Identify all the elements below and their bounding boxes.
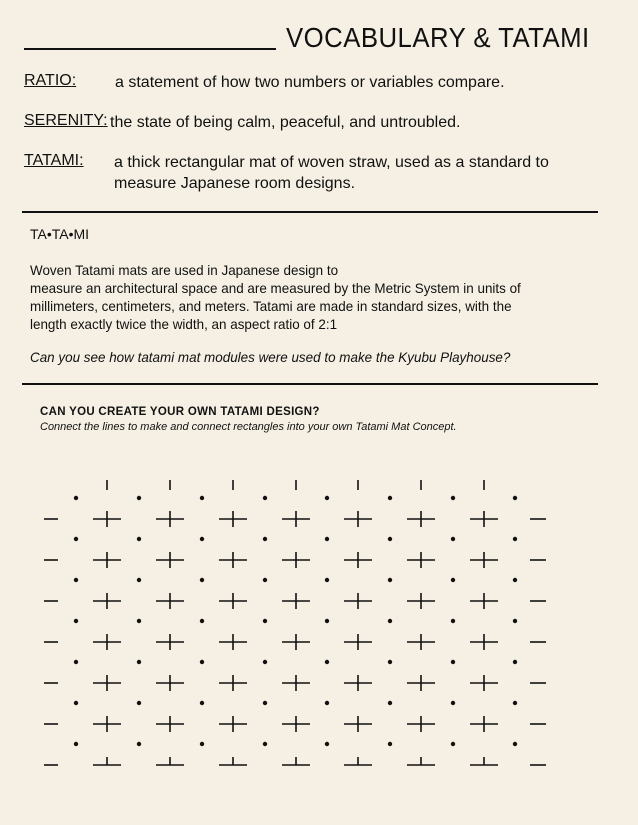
grid-dot[interactable] [388,496,392,500]
grid-dot[interactable] [513,619,517,623]
grid-dot[interactable] [137,496,141,500]
activity-heading: CAN YOU CREATE YOUR OWN TATAMI DESIGN? [40,406,320,418]
grid-dot[interactable] [74,537,78,541]
grid-dot[interactable] [137,619,141,623]
vocab-def-tatami-line1: a thick rectangular mat of woven straw, used as a standard to [114,154,549,171]
grid-dot[interactable] [137,537,141,541]
name-line [24,48,276,50]
paragraph-line: Woven Tatami mats are used in Japanese design to [30,262,339,278]
grid-dot[interactable] [263,742,267,746]
grid-dot[interactable] [74,496,78,500]
tatami-paragraph [30,261,568,333]
grid-dot[interactable] [388,742,392,746]
tatami-dot-grid[interactable] [0,460,638,790]
grid-dot[interactable] [325,496,329,500]
grid-dot[interactable] [325,660,329,664]
vocab-def-serenity: the state of being calm, peaceful, and untroubled. [110,114,461,131]
grid-dot[interactable] [325,578,329,582]
paragraph-line: length exactly twice the width, an aspect ratio of 2:1 [30,316,338,332]
grid-dot[interactable] [513,660,517,664]
grid-dot[interactable] [74,660,78,664]
grid-dot[interactable] [137,701,141,705]
grid-dot[interactable] [513,537,517,541]
vocab-def-tatami-line2: measure Japanese room designs. [114,175,356,192]
page-title: VOCABULARY & TATAMI [286,22,590,53]
grid-dot[interactable] [451,701,455,705]
grid-dot[interactable] [451,619,455,623]
grid-dot[interactable] [74,701,78,705]
grid-dot[interactable] [263,619,267,623]
grid-dot[interactable] [325,537,329,541]
divider [22,211,598,213]
grid-dot[interactable] [200,496,204,500]
grid-dot[interactable] [200,742,204,746]
grid-dot[interactable] [74,578,78,582]
grid-dot[interactable] [451,537,455,541]
grid-dot[interactable] [74,619,78,623]
grid-dot[interactable] [388,660,392,664]
grid-dot[interactable] [263,537,267,541]
grid-dot[interactable] [451,742,455,746]
grid-dot[interactable] [263,701,267,705]
paragraph-line: millimeters, centimeters, and meters. Tatami are made in standard sizes, with the [30,298,512,314]
grid-dot[interactable] [325,619,329,623]
vocab-def-tatami [114,152,549,194]
grid-dot[interactable] [513,578,517,582]
grid-dot[interactable] [200,701,204,705]
vocab-term-tatami: TATAMI: [24,152,84,169]
grid-dot[interactable] [137,578,141,582]
divider [22,383,598,385]
grid-dot[interactable] [451,578,455,582]
vocab-term-serenity: SERENITY: [24,112,108,129]
grid-dot[interactable] [451,660,455,664]
paragraph-line: measure an architectural space and are measured by the Metric System in units of [30,280,521,296]
grid-dot[interactable] [325,742,329,746]
activity-instructions: Connect the lines to make and connect rectangles into your own Tatami Mat Concept. [40,421,457,433]
grid-dot[interactable] [263,496,267,500]
grid-dot[interactable] [137,742,141,746]
grid-dot[interactable] [388,578,392,582]
grid-dot[interactable] [200,619,204,623]
grid-dot[interactable] [513,701,517,705]
grid-dot[interactable] [388,619,392,623]
grid-dot[interactable] [200,578,204,582]
grid-dot[interactable] [137,660,141,664]
grid-dot[interactable] [263,578,267,582]
vocab-def-ratio: a statement of how two numbers or variables compare. [115,74,505,91]
kyubu-question: Can you see how tatami mat modules were used to make the Kyubu Playhouse? [30,349,511,365]
tatami-heading: TA•TA•MI [30,226,90,242]
grid-dot[interactable] [451,496,455,500]
grid-dot[interactable] [388,537,392,541]
vocab-term-ratio: RATIO: [24,72,77,89]
grid-dot[interactable] [388,701,392,705]
grid-dot[interactable] [200,537,204,541]
grid-dot[interactable] [200,660,204,664]
grid-dot[interactable] [325,701,329,705]
grid-dot[interactable] [263,660,267,664]
grid-dot[interactable] [513,496,517,500]
grid-dot[interactable] [513,742,517,746]
grid-dot[interactable] [74,742,78,746]
